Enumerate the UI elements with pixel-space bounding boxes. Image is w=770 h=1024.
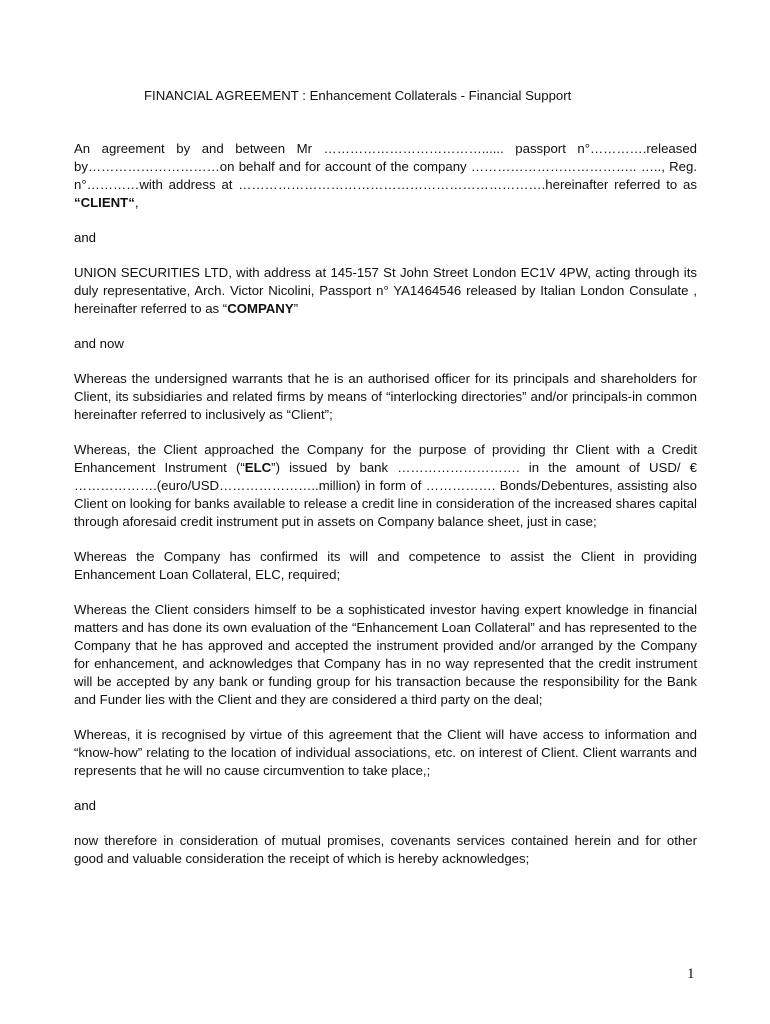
- client-label: “CLIENT“: [74, 195, 135, 210]
- paragraph-and-2: and: [74, 798, 97, 813]
- document-body: [74, 140, 697, 885]
- paragraph-parties-client: An agreement by and between Mr ………………………………...... passport n°………….released by…………………………on behalf and for account of the company ……………………………….. ….., Reg. n°…………with address at …………………………………………………………….hereinafter referred to as “CLIENT“,: [74, 141, 697, 210]
- document-title: FINANCIAL AGREEMENT : Enhancement Collaterals - Financial Support: [144, 88, 572, 103]
- paragraph-whereas-elc: Whereas, the Client approached the Company for the purpose of providing thr Client with a Credit Enhancement Instrument (“ELC”) issued by bank ………………………. in the amount of USD/ € ……………….(euro/USD…………………..million) in form of ……………. Bonds/Debentures, assisting also Client on looking for banks available to release a credit line in consideration of the increased shares capital through aforesaid credit instrument put in assets on Company balance sheet, just in case;: [74, 442, 697, 529]
- paragraph-whereas-competence: Whereas the Company has confirmed its will and competence to assist the Client in providing Enhancement Loan Collateral, ELC, required;: [74, 549, 697, 582]
- paragraph-whereas-knowhow: Whereas, it is recognised by virtue of this agreement that the Client will have access to information and “know-how” relating to the location of individual associations, etc. on interest of Client. Client warrants and represents that he will no cause circumvention to take place,;: [74, 727, 697, 778]
- paragraph-now-therefore: now therefore in consideration of mutual promises, covenants services contained herein and for other good and valuable consideration the receipt of which is hereby acknowledges;: [74, 833, 697, 866]
- paragraph-parties-company: UNION SECURITIES LTD, with address at 145-157 St John Street London EC1V 4PW, acting through its duly representative, Arch. Victor Nicolini, Passport n° YA1464546 released by Italian London Consulate , hereinafter referred to as “COMPANY”: [74, 265, 697, 316]
- paragraph-and: and: [74, 230, 97, 245]
- company-label: COMPANY: [227, 301, 294, 316]
- paragraph-and-now: and now: [74, 336, 124, 351]
- page-number: 1: [687, 966, 695, 982]
- paragraph-whereas-investor: Whereas the Client considers himself to be a sophisticated investor having expert knowledge in financial matters and has done its own evaluation of the “Enhancement Loan Collateral” and has represented to the Company that he has approved and accepted the instrument provided and/or arranged by the Company for enhancement, and acknowledges that Company has in no way represented that the credit instrument will be accepted by any bank or funding group for his transaction because the responsibility for the Bank and Funder lies with the Client and they are considered a third party on the deal;: [74, 602, 697, 707]
- elc-label: ELC: [244, 460, 272, 475]
- paragraph-whereas-authorised: Whereas the undersigned warrants that he is an authorised officer for its principals and shareholders for Client, its subsidiaries and related firms by means of “interlocking directories” and/or principals-in common hereinafter referred to inclusively as “Client”;: [74, 371, 697, 422]
